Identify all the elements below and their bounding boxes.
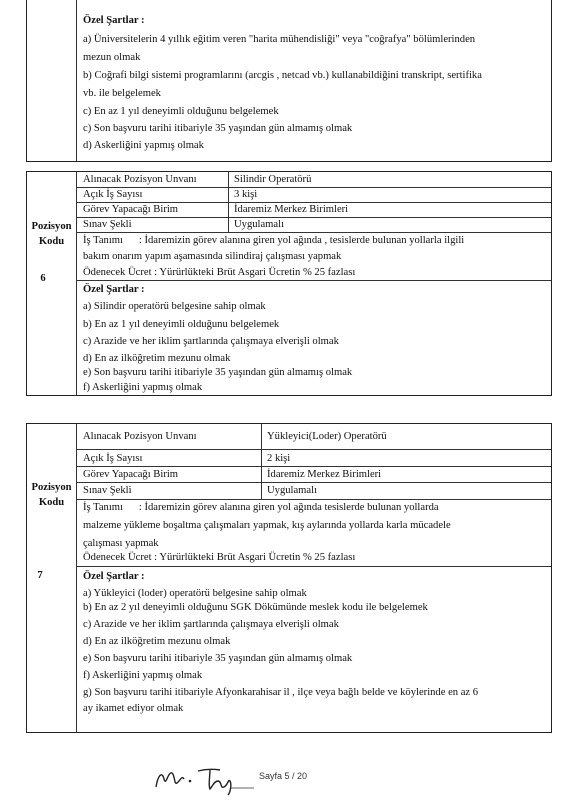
- special-requirements-heading: Özel Şartlar :: [83, 15, 145, 26]
- info-label-open-positions: Açık İş Sayısı: [83, 189, 143, 200]
- job-definition-line: İş Tanımı : İdaremizin görev alanına giren yol ağında tesislerde bulunan yollarda: [83, 502, 439, 513]
- signature-image: [150, 757, 260, 797]
- job-definition-line: çalışması yapmak: [83, 538, 159, 549]
- row-divider: [76, 449, 551, 450]
- info-value-unit: İdaremiz Merkez Birimleri: [267, 469, 382, 480]
- position-code-value: 6: [40, 273, 46, 284]
- info-value-open-positions: 3 kişi: [234, 189, 258, 200]
- info-value-position-title: Yükleyici(Loder) Operatörü: [267, 431, 387, 442]
- requirement-line: b) En az 2 yıl deneyimli olduğunu SGK Dökümünde meslek kodu ile belgelemek: [83, 602, 428, 613]
- code-column-divider: [76, 424, 77, 732]
- requirement-line: b) Coğrafi bilgi sistemi programlarını (arcgis , netcad vb.) kullanabildiğini transkript, sertifika: [83, 70, 482, 81]
- requirement-line: c) Son başvuru tarihi itibariyle 35 yaşından gün almamış olmak: [83, 123, 353, 134]
- info-value-position-title: Silindir Operatörü: [234, 174, 312, 185]
- requirement-line: d) En az ilköğretim mezunu olmak: [83, 636, 231, 647]
- info-label-position-title: Alınacak Pozisyon Unvanı: [83, 431, 197, 442]
- requirements-block-continued: [26, 0, 552, 162]
- requirement-line: f) Askerliğini yapmış olmak: [83, 382, 203, 393]
- requirement-line: e) Son başvuru tarihi itibariyle 35 yaşından gün almamış olmak: [83, 653, 353, 664]
- page-number: Sayfa 5 / 20: [259, 771, 308, 781]
- job-definition-line: malzeme yükleme boşaltma çalışmaları yapmak, kış aylarında yollarda karla mücadele: [83, 520, 451, 531]
- info-value-open-positions: 2 kişi: [267, 453, 291, 464]
- job-definition-line: bakım onarım yapım aşamasında silindiraj çalışması yapmak: [83, 251, 342, 262]
- requirement-line: c) Arazide ve her iklim şartlarında çalışmaya elverişli olmak: [83, 619, 339, 630]
- requirement-line: b) En az 1 yıl deneyimli olduğunu belgelemek: [83, 319, 280, 330]
- requirement-line: d) En az ilköğretim mezunu olmak: [83, 353, 231, 364]
- requirement-line: a) Silindir operatörü belgesine sahip olmak: [83, 301, 266, 312]
- row-divider: [76, 232, 551, 233]
- info-value-exam-type: Uygulamalı: [234, 219, 285, 230]
- position-block-6: [26, 171, 552, 396]
- info-label-exam-type: Sınav Şekli: [83, 219, 132, 230]
- requirement-line: a) Üniversitelerin 4 yıllık eğitim veren "harita mühendisliği" veya "coğrafya" bölümlerinden: [83, 34, 476, 45]
- info-label-exam-type: Sınav Şekli: [83, 485, 132, 496]
- requirement-line: d) Askerliğini yapmış olmak: [83, 140, 204, 151]
- requirement-line: c) En az 1 yıl deneyimli olduğunu belgelemek: [83, 106, 279, 117]
- requirement-line: ay ikamet ediyor olmak: [83, 703, 184, 714]
- row-divider: [76, 466, 551, 467]
- info-label-position-title: Alınacak Pozisyon Unvanı: [83, 174, 197, 185]
- job-definition-line: İş Tanımı : İdaremizin görev alanına giren yol ağında , tesislerde bulunan yollarla ilgili: [83, 235, 465, 246]
- info-label-unit: Görev Yapacağı Birim: [83, 204, 179, 215]
- requirement-line: c) Arazide ve her iklim şartlarında çalışmaya elverişli olmak: [83, 336, 339, 347]
- row-divider: [76, 499, 551, 500]
- info-label-open-positions: Açık İş Sayısı: [83, 453, 143, 464]
- requirement-line: f) Askerliğini yapmış olmak: [83, 670, 203, 681]
- code-column-divider: [76, 172, 77, 395]
- info-label-unit: Görev Yapacağı Birim: [83, 469, 179, 480]
- row-divider: [76, 217, 551, 218]
- position-code-label: Pozisyon Kodu: [31, 221, 72, 247]
- requirement-line: g) Son başvuru tarihi itibariyle Afyonkarahisar il , ilçe veya bağlı belde ve köylerinde en az 6: [83, 687, 479, 698]
- special-requirements-heading: Özel Şartlar :: [83, 571, 145, 582]
- requirement-line: a) Yükleyici (loder) operatörü belgesine sahip olmak: [83, 588, 307, 599]
- section-divider: [76, 280, 551, 281]
- code-column-divider: [76, 0, 77, 161]
- special-requirements-heading: Özel Şartlar :: [83, 284, 145, 295]
- salary-line: Ödenecek Ücret : Yürürlükteki Brüt Asgari Ücretin % 25 fazlası: [83, 267, 356, 278]
- row-divider: [76, 187, 551, 188]
- position-code-label: Pozisyon Kodu: [31, 482, 72, 508]
- info-value-unit: İdaremiz Merkez Birimleri: [234, 204, 349, 215]
- info-value-exam-type: Uygulamalı: [267, 485, 318, 496]
- info-column-divider: [261, 424, 262, 499]
- section-divider: [76, 566, 551, 567]
- requirement-line: e) Son başvuru tarihi itibariyle 35 yaşından gün almamış olmak: [83, 367, 353, 378]
- position-code-value: 7: [37, 570, 43, 581]
- requirement-line: vb. ile belgelemek: [83, 88, 161, 99]
- position-block-7: [26, 423, 552, 733]
- requirement-line: mezun olmak: [83, 52, 141, 63]
- row-divider: [76, 482, 551, 483]
- salary-line: Ödenecek Ücret : Yürürlükteki Brüt Asgari Ücretin % 25 fazlası: [83, 552, 356, 563]
